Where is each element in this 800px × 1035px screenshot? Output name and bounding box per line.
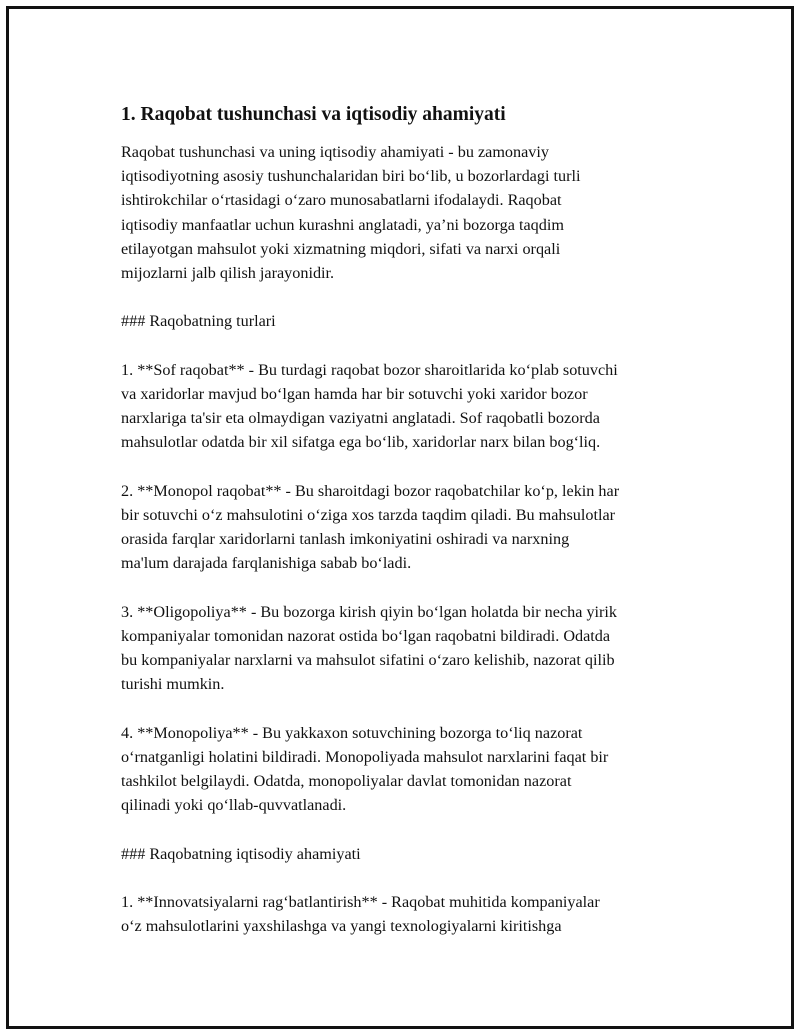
text-line: orasida farqlar xaridorlarni tanlash imkoniyatini oshiradi va narxning xyxy=(121,530,570,549)
text-line: mahsulotlar odatda bir xil sifatga ega bo‘lib, xaridorlar narx bilan bog‘liq. xyxy=(121,433,601,452)
page-frame xyxy=(6,6,794,1029)
text-line: iqtisodiyotning asosiy tushunchalaridan biri bo‘lib, u bozorlardagi turli xyxy=(121,167,581,186)
text-line: ### Raqobatning turlari xyxy=(121,312,276,331)
document-title: 1. Raqobat tushunchasi va iqtisodiy ahamiyati xyxy=(121,104,506,125)
text-line: 3. **Oligopoliya** - Bu bozorga kirish qiyin bo‘lgan holatda bir necha yirik xyxy=(121,602,618,621)
text-line: Raqobat tushunchasi va uning iqtisodiy ahamiyati - bu zamonaviy xyxy=(121,143,549,161)
text-line: turishi mumkin. xyxy=(121,675,225,694)
section-heading-economic-importance xyxy=(121,842,696,866)
text-line: bir sotuvchi o‘z mahsulotini o‘ziga xos tarzda taqdim qiladi. Bu mahsulotlar xyxy=(121,506,616,524)
text-line: ma'lum darajada farqlanishiga sabab bo‘ladi. xyxy=(121,554,412,573)
text-line: 2. **Monopol raqobat** - Bu sharoitdagi bozor raqobatchilar ko‘p, lekin har xyxy=(121,481,620,500)
text-line: narxlariga ta'sir eta olmaydigan vaziyatni anglatadi. Sof raqobatli bozorda xyxy=(121,409,600,428)
intro-paragraph xyxy=(121,140,696,285)
list-item-pure-competition xyxy=(121,358,696,455)
text-line: o‘rnatganligi holatini bildiradi. Monopoliyada mahsulot narxlarini faqat bir xyxy=(121,748,609,766)
text-line: o‘z mahsulotlarini yaxshilashga va yangi texnologiyalarni kiritishga xyxy=(121,917,562,936)
text-line: etilayotgan mahsulot yoki xizmatning miqdori, sifati va narxi orqali xyxy=(121,239,561,258)
text-line: 1. **Sof raqobat** - Bu turdagi raqobat bozor sharoitlarida ko‘plab sotuvchi xyxy=(121,360,618,379)
list-item-oligopoly xyxy=(121,600,696,697)
list-item-monopoly xyxy=(121,721,696,818)
document-body xyxy=(121,103,696,963)
text-line: bu kompaniyalar narxlarni va mahsulot sifatini o‘zaro kelishib, nazorat qilib xyxy=(121,651,615,670)
text-line: iqtisodiy manfaatlar uchun kurashni anglatadi, ya’ni bozorga taqdim xyxy=(121,215,564,234)
list-item-innovation xyxy=(121,890,696,938)
text-line: mijozlarni jalb qilish jarayonidir. xyxy=(121,264,335,283)
text-line: ### Raqobatning iqtisodiy ahamiyati xyxy=(121,844,361,863)
text-line: tashkilot belgilaydi. Odatda, monopoliyalar davlat tomonidan nazorat xyxy=(121,772,572,791)
text-line: kompaniyalar tomonidan nazorat ostida bo‘lgan raqobatni bildiradi. Odatda xyxy=(121,627,611,645)
section-heading-types xyxy=(121,309,696,333)
text-line: 1. **Innovatsiyalarni rag‘batlantirish** - Raqobat muhitida kompaniyalar xyxy=(121,893,600,912)
text-line: ishtirokchilar o‘rtasidagi o‘zaro munosabatlarni ifodalaydi. Raqobat xyxy=(121,191,562,210)
text-line: 4. **Monopoliya** - Bu yakkaxon sotuvchining bozorga to‘liq nazorat xyxy=(121,723,583,742)
text-line: va xaridorlar mavjud bo‘lgan hamda har bir sotuvchi yoki xaridor bozor xyxy=(121,385,588,403)
text-line: qilinadi yoki qo‘llab-quvvatlanadi. xyxy=(121,796,347,815)
list-item-monopolistic-competition xyxy=(121,479,696,576)
